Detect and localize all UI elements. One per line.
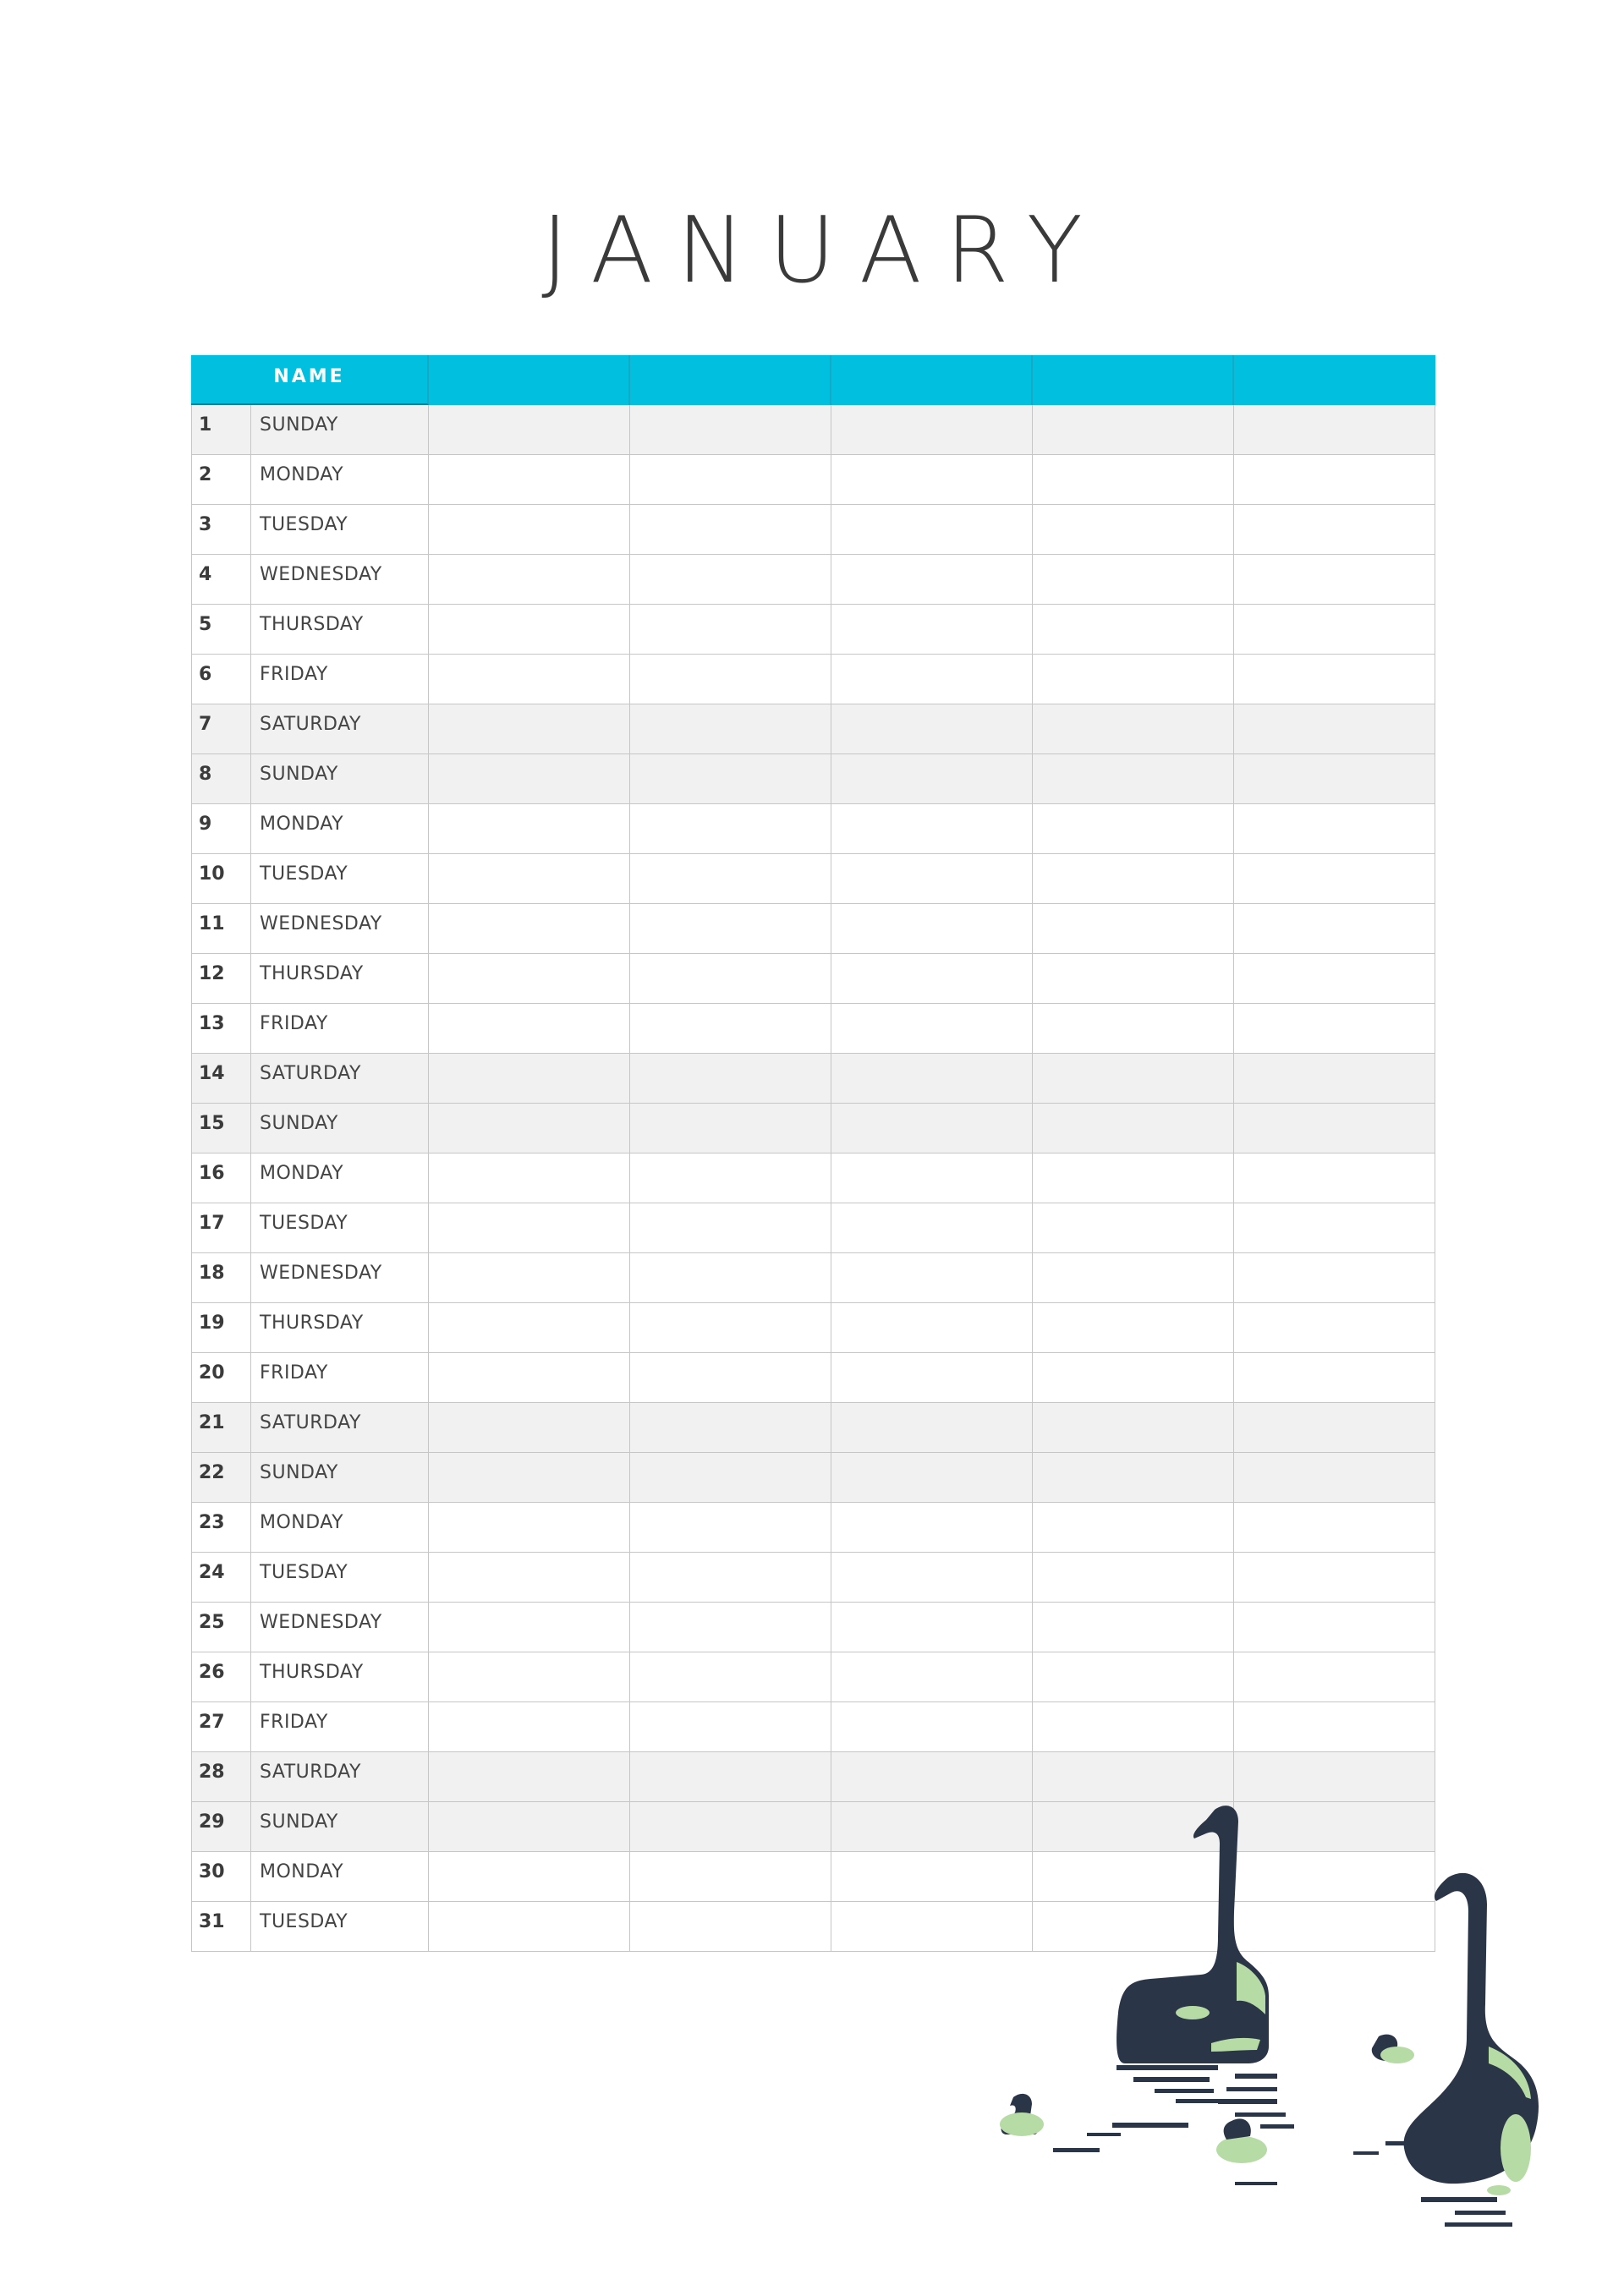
entry-cell[interactable] (630, 455, 831, 505)
day-number: 12 (191, 954, 251, 1004)
day-name: SUNDAY (251, 1104, 429, 1153)
entry-cell[interactable] (831, 954, 1033, 1004)
day-number: 28 (191, 1752, 251, 1802)
name-header: NAME (191, 355, 429, 405)
day-number: 14 (191, 1054, 251, 1104)
day-name: SUNDAY (251, 1802, 429, 1852)
entry-cell[interactable] (831, 1553, 1033, 1603)
day-name: MONDAY (251, 455, 429, 505)
day-name: TUESDAY (251, 1203, 429, 1253)
entry-cell[interactable] (1033, 1054, 1234, 1104)
day-name: WEDNESDAY (251, 1253, 429, 1303)
entry-cell[interactable] (630, 804, 831, 854)
entry-cell[interactable] (831, 1702, 1033, 1752)
entry-cell[interactable] (831, 1303, 1033, 1353)
entry-cell[interactable] (630, 1752, 831, 1802)
entry-cell[interactable] (429, 954, 630, 1004)
day-number: 26 (191, 1652, 251, 1702)
day-name: SUNDAY (251, 754, 429, 804)
entry-cell[interactable] (429, 1004, 630, 1054)
entry-cell[interactable] (429, 605, 630, 655)
day-number: 1 (191, 405, 251, 455)
entry-cell[interactable] (1033, 904, 1234, 954)
entry-cell[interactable] (630, 555, 831, 605)
entry-cell[interactable] (1033, 1453, 1234, 1503)
entry-cell[interactable] (1234, 904, 1435, 954)
day-name: FRIDAY (251, 1702, 429, 1752)
entry-cell[interactable] (429, 704, 630, 754)
entry-cell[interactable] (1033, 1702, 1234, 1752)
day-number: 18 (191, 1253, 251, 1303)
entry-cell[interactable] (831, 1153, 1033, 1203)
day-number: 24 (191, 1553, 251, 1603)
entry-cell[interactable] (831, 1004, 1033, 1054)
entry-cell[interactable] (1033, 704, 1234, 754)
entry-cell[interactable] (1234, 804, 1435, 854)
day-name: SUNDAY (251, 1453, 429, 1503)
name-column-header[interactable] (429, 355, 630, 405)
day-number: 9 (191, 804, 251, 854)
entry-cell[interactable] (429, 1054, 630, 1104)
day-number: 21 (191, 1403, 251, 1453)
entry-cell[interactable] (630, 1054, 831, 1104)
day-number: 22 (191, 1453, 251, 1503)
entry-cell[interactable] (630, 505, 831, 555)
entry-cell[interactable] (429, 1104, 630, 1153)
entry-cell[interactable] (429, 1303, 630, 1353)
entry-cell[interactable] (429, 1652, 630, 1702)
entry-cell[interactable] (630, 754, 831, 804)
entry-cell[interactable] (831, 505, 1033, 555)
entry-cell[interactable] (630, 655, 831, 704)
day-number: 17 (191, 1203, 251, 1253)
entry-cell[interactable] (1033, 1153, 1234, 1203)
entry-cell[interactable] (831, 1403, 1033, 1453)
entry-cell[interactable] (630, 1702, 831, 1752)
entry-cell[interactable] (1234, 1104, 1435, 1153)
entry-cell[interactable] (1234, 455, 1435, 505)
day-name: WEDNESDAY (251, 1603, 429, 1652)
entry-cell[interactable] (1234, 555, 1435, 605)
entry-cell[interactable] (630, 954, 831, 1004)
entry-cell[interactable] (831, 904, 1033, 954)
day-number: 31 (191, 1902, 251, 1952)
entry-cell[interactable] (630, 904, 831, 954)
entry-cell[interactable] (630, 405, 831, 455)
entry-cell[interactable] (1033, 1303, 1234, 1353)
entry-cell[interactable] (630, 1852, 831, 1902)
day-number: 15 (191, 1104, 251, 1153)
entry-cell[interactable] (630, 1004, 831, 1054)
entry-cell[interactable] (630, 1652, 831, 1702)
entry-cell[interactable] (630, 1603, 831, 1652)
entry-cell[interactable] (1234, 1503, 1435, 1553)
day-name: TUESDAY (251, 854, 429, 904)
entry-cell[interactable] (831, 1054, 1033, 1104)
entry-cell[interactable] (429, 1253, 630, 1303)
entry-cell[interactable] (1033, 405, 1234, 455)
entry-cell[interactable] (1234, 1652, 1435, 1702)
entry-cell[interactable] (1234, 1353, 1435, 1403)
entry-cell[interactable] (1033, 804, 1234, 854)
day-name: FRIDAY (251, 1353, 429, 1403)
day-number: 10 (191, 854, 251, 904)
day-name: MONDAY (251, 804, 429, 854)
entry-cell[interactable] (831, 555, 1033, 605)
entry-cell[interactable] (1234, 1153, 1435, 1203)
day-name: TUESDAY (251, 505, 429, 555)
day-number: 3 (191, 505, 251, 555)
entry-cell[interactable] (1234, 1403, 1435, 1453)
day-name: TUESDAY (251, 1553, 429, 1603)
entry-cell[interactable] (429, 1752, 630, 1802)
entry-cell[interactable] (1033, 505, 1234, 555)
entry-cell[interactable] (831, 455, 1033, 505)
entry-cell[interactable] (429, 1802, 630, 1852)
entry-cell[interactable] (831, 1253, 1033, 1303)
day-number: 8 (191, 754, 251, 804)
entry-cell[interactable] (429, 1203, 630, 1253)
entry-cell[interactable] (1033, 1503, 1234, 1553)
day-number: 23 (191, 1503, 251, 1553)
entry-cell[interactable] (1033, 1004, 1234, 1054)
entry-cell[interactable] (1234, 1303, 1435, 1353)
day-number: 16 (191, 1153, 251, 1203)
entry-cell[interactable] (429, 1852, 630, 1902)
day-number: 2 (191, 455, 251, 505)
entry-cell[interactable] (429, 904, 630, 954)
entry-cell[interactable] (630, 1104, 831, 1153)
entry-cell[interactable] (1234, 505, 1435, 555)
entry-cell[interactable] (429, 555, 630, 605)
name-column-header[interactable] (630, 355, 831, 405)
day-number: 25 (191, 1603, 251, 1652)
entry-cell[interactable] (1234, 754, 1435, 804)
entry-cell[interactable] (630, 1902, 831, 1952)
entry-cell[interactable] (630, 1253, 831, 1303)
day-name: MONDAY (251, 1503, 429, 1553)
page-title: JANUARY (541, 198, 1106, 304)
entry-cell[interactable] (831, 804, 1033, 854)
entry-cell[interactable] (1033, 954, 1234, 1004)
entry-cell[interactable] (1033, 1553, 1234, 1603)
entry-cell[interactable] (630, 1353, 831, 1403)
entry-cell[interactable] (630, 1453, 831, 1503)
entry-cell[interactable] (1033, 754, 1234, 804)
day-name: SATURDAY (251, 704, 429, 754)
entry-cell[interactable] (831, 1652, 1033, 1702)
entry-cell[interactable] (429, 1153, 630, 1203)
entry-cell[interactable] (1033, 1203, 1234, 1253)
entry-cell[interactable] (1234, 1004, 1435, 1054)
entry-cell[interactable] (630, 1303, 831, 1353)
entry-cell[interactable] (630, 854, 831, 904)
day-name: FRIDAY (251, 655, 429, 704)
entry-cell[interactable] (630, 605, 831, 655)
entry-cell[interactable] (1033, 605, 1234, 655)
day-name: THURSDAY (251, 954, 429, 1004)
entry-cell[interactable] (429, 405, 630, 455)
name-column-header[interactable] (1234, 355, 1435, 405)
entry-cell[interactable] (429, 1503, 630, 1553)
day-number: 6 (191, 655, 251, 704)
entry-cell[interactable] (1234, 704, 1435, 754)
entry-cell[interactable] (1234, 655, 1435, 704)
day-name: SUNDAY (251, 405, 429, 455)
entry-cell[interactable] (1033, 1353, 1234, 1403)
entry-cell[interactable] (429, 854, 630, 904)
entry-cell[interactable] (630, 1553, 831, 1603)
entry-cell[interactable] (831, 1453, 1033, 1503)
entry-cell[interactable] (429, 1553, 630, 1603)
entry-cell[interactable] (1234, 1702, 1435, 1752)
day-number: 20 (191, 1353, 251, 1403)
entry-cell[interactable] (1234, 1453, 1435, 1503)
entry-cell[interactable] (1234, 954, 1435, 1004)
entry-cell[interactable] (831, 1353, 1033, 1403)
entry-cell[interactable] (429, 804, 630, 854)
day-name: THURSDAY (251, 1303, 429, 1353)
entry-cell[interactable] (831, 1104, 1033, 1153)
day-number: 11 (191, 904, 251, 954)
entry-cell[interactable] (630, 1802, 831, 1852)
entry-cell[interactable] (1033, 455, 1234, 505)
day-name: SATURDAY (251, 1054, 429, 1104)
entry-cell[interactable] (1033, 1104, 1234, 1153)
entry-cell[interactable] (831, 704, 1033, 754)
entry-cell[interactable] (429, 754, 630, 804)
day-number: 5 (191, 605, 251, 655)
day-number: 27 (191, 1702, 251, 1752)
entry-cell[interactable] (429, 455, 630, 505)
entry-cell[interactable] (630, 704, 831, 754)
day-number: 4 (191, 555, 251, 605)
entry-cell[interactable] (429, 1453, 630, 1503)
entry-cell[interactable] (1033, 1403, 1234, 1453)
entry-cell[interactable] (429, 1603, 630, 1652)
day-name: SATURDAY (251, 1403, 429, 1453)
entry-cell[interactable] (831, 605, 1033, 655)
planner-grid (191, 355, 1435, 1952)
entry-cell[interactable] (1234, 1054, 1435, 1104)
day-name: FRIDAY (251, 1004, 429, 1054)
entry-cell[interactable] (831, 405, 1033, 455)
day-name: WEDNESDAY (251, 555, 429, 605)
entry-cell[interactable] (1033, 854, 1234, 904)
entry-cell[interactable] (1234, 605, 1435, 655)
black-swans-illustration (981, 1793, 1573, 2249)
name-column-header[interactable] (831, 355, 1033, 405)
day-number: 29 (191, 1802, 251, 1852)
entry-cell[interactable] (831, 754, 1033, 804)
entry-cell[interactable] (1234, 1203, 1435, 1253)
day-number: 19 (191, 1303, 251, 1353)
day-number: 7 (191, 704, 251, 754)
entry-cell[interactable] (1033, 1603, 1234, 1652)
entry-cell[interactable] (1234, 1253, 1435, 1303)
entry-cell[interactable] (831, 1603, 1033, 1652)
entry-cell[interactable] (1033, 555, 1234, 605)
entry-cell[interactable] (630, 1203, 831, 1253)
day-name: MONDAY (251, 1852, 429, 1902)
entry-cell[interactable] (429, 655, 630, 704)
entry-cell[interactable] (1234, 854, 1435, 904)
day-name: SATURDAY (251, 1752, 429, 1802)
monthly-planner-table (191, 355, 1435, 1952)
entry-cell[interactable] (831, 1503, 1033, 1553)
entry-cell[interactable] (1234, 1553, 1435, 1603)
entry-cell[interactable] (630, 1403, 831, 1453)
entry-cell[interactable] (1234, 405, 1435, 455)
entry-cell[interactable] (429, 1902, 630, 1952)
entry-cell[interactable] (831, 655, 1033, 704)
entry-cell[interactable] (831, 1203, 1033, 1253)
entry-cell[interactable] (1234, 1603, 1435, 1652)
entry-cell[interactable] (429, 1403, 630, 1453)
day-number: 13 (191, 1004, 251, 1054)
day-number: 30 (191, 1852, 251, 1902)
entry-cell[interactable] (831, 854, 1033, 904)
day-name: MONDAY (251, 1153, 429, 1203)
name-column-header[interactable] (1033, 355, 1234, 405)
entry-cell[interactable] (1033, 1253, 1234, 1303)
entry-cell[interactable] (630, 1153, 831, 1203)
entry-cell[interactable] (630, 1503, 831, 1553)
day-name: TUESDAY (251, 1902, 429, 1952)
day-name: WEDNESDAY (251, 904, 429, 954)
entry-cell[interactable] (429, 505, 630, 555)
entry-cell[interactable] (429, 1702, 630, 1752)
day-name: THURSDAY (251, 605, 429, 655)
entry-cell[interactable] (429, 1353, 630, 1403)
entry-cell[interactable] (1033, 655, 1234, 704)
day-name: THURSDAY (251, 1652, 429, 1702)
entry-cell[interactable] (1033, 1652, 1234, 1702)
